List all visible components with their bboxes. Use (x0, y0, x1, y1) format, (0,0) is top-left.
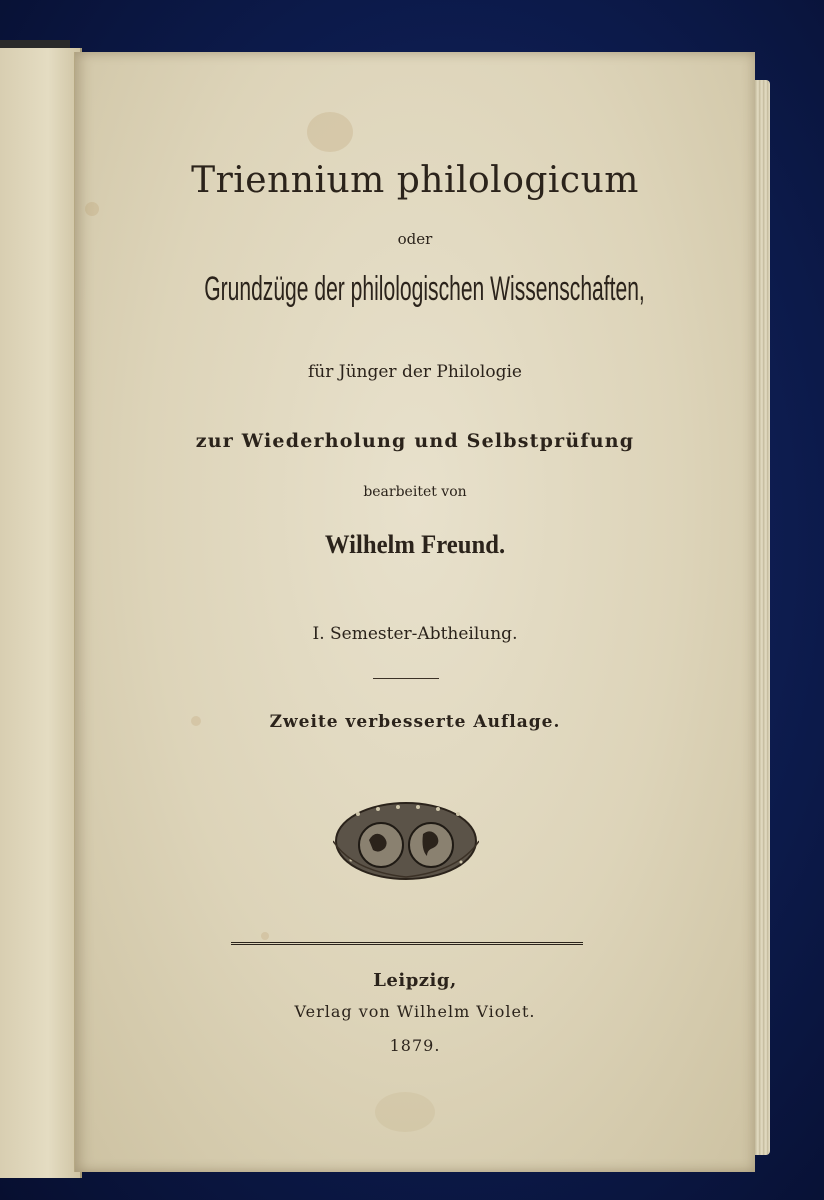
short-divider (373, 678, 439, 679)
foxing-stain (261, 932, 269, 940)
title-page (74, 52, 755, 1172)
foxing-stain (375, 1092, 435, 1132)
imprint-divider (231, 942, 583, 945)
edited-by-label: bearbeitet von (363, 484, 467, 500)
imprint-year: 1879. (389, 1036, 441, 1055)
book-subtitle: Grundzüge der philologischen Wissenschaften, (204, 270, 645, 308)
edition-line: Zweite verbesserte Auflage. (269, 712, 561, 732)
division-line: I. Semester-Abtheilung. (312, 624, 518, 644)
audience-line: für Jünger der Philologie (308, 362, 522, 382)
author-name: Wilhelm Freund. (324, 530, 506, 559)
foxing-stain (307, 112, 353, 152)
title-connector: oder (397, 230, 433, 248)
left-endpaper (0, 48, 82, 1178)
twin-globes-vignette-icon (333, 800, 479, 882)
book-title: Triennium philologicum (191, 160, 639, 201)
imprint-city: Leipzig, (373, 970, 457, 991)
imprint-publisher: Verlag von Wilhelm Violet. (294, 1002, 536, 1021)
purpose-line: zur Wiederholung und Selbstprüfung (195, 430, 635, 452)
foxing-stain (85, 202, 99, 216)
